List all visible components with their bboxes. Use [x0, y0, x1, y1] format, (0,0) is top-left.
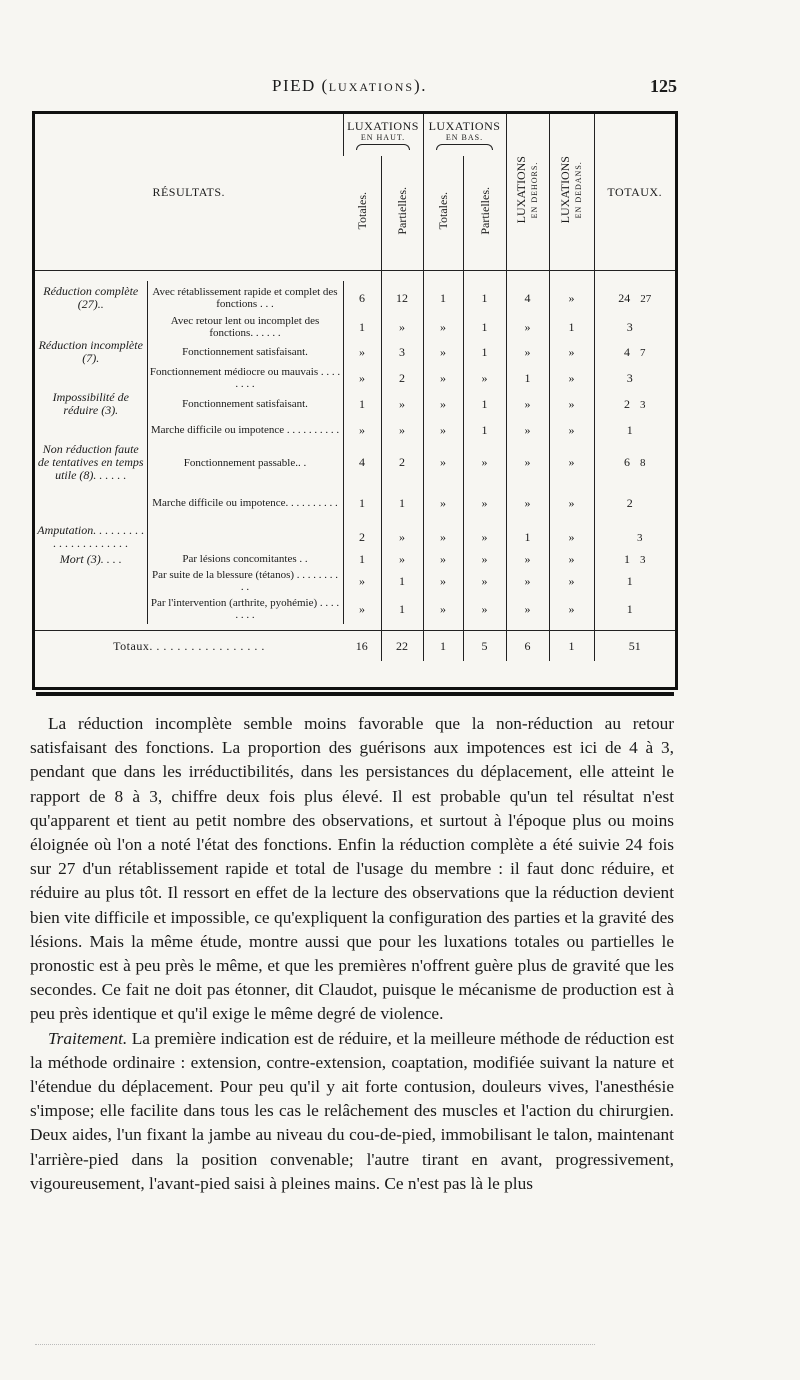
cell-value: »: [423, 482, 463, 524]
cell-value: »: [506, 339, 549, 365]
header-resultats: RÉSULTATS.: [152, 184, 226, 199]
row-description: Par suite de la blessure (tétanos) . . . . . . . . . .: [147, 568, 343, 594]
cell-value: 1: [463, 315, 506, 339]
total-value: 1: [423, 631, 463, 662]
row-description: Marche difficile ou impotence . . . . . . . . . .: [147, 417, 343, 443]
cell-value: 1: [463, 281, 506, 315]
header-luxations-dedans: LUXATIONS EN DEDANS.: [549, 114, 594, 271]
subtotal: 24: [618, 290, 631, 305]
row-total: [594, 315, 675, 339]
title-end: ).: [414, 76, 427, 95]
row-category: [35, 594, 147, 624]
paragraph-traitement: [30, 1027, 674, 1196]
table-row: [35, 524, 675, 550]
subtotal: 6: [624, 455, 630, 469]
row-total: [594, 594, 675, 624]
subtotal: 3: [626, 319, 633, 334]
cell-value: »: [343, 417, 381, 443]
results-table: [35, 114, 675, 661]
cell-value: »: [463, 550, 506, 568]
running-title: [272, 76, 427, 96]
row-total: [594, 281, 675, 315]
cell-value: »: [343, 594, 381, 624]
cell-value: »: [423, 339, 463, 365]
cell-value: »: [549, 550, 594, 568]
cell-value: 1: [506, 365, 549, 391]
table-row: [35, 365, 675, 391]
cell-value: 2: [343, 524, 381, 550]
group-total: 8: [640, 457, 646, 469]
row-category: Impossibilité de réduire (3).: [52, 390, 129, 417]
group-total: 3: [640, 553, 646, 566]
cell-value: »: [506, 315, 549, 339]
cell-value: »: [423, 524, 463, 550]
cell-value: »: [506, 443, 549, 482]
cell-value: »: [549, 443, 594, 482]
header-luxations-dehors: LUXATIONS EN DEHORS.: [506, 114, 549, 271]
header-bas-totales: Totales.: [423, 156, 463, 271]
group-total: 7: [640, 346, 646, 359]
row-category: [35, 568, 147, 594]
cell-value: »: [423, 391, 463, 417]
subtotal: 1: [626, 601, 633, 616]
cell-value: »: [549, 391, 594, 417]
cell-value: »: [549, 482, 594, 524]
table-row: [35, 550, 675, 568]
header-bas-partielles: Partielles.: [463, 156, 506, 271]
scan-footer-line: [35, 1344, 595, 1346]
title-small-caps: LUXATIONS: [328, 80, 415, 94]
cell-value: 1: [549, 315, 594, 339]
row-category: [35, 315, 147, 339]
grand-total: 51: [594, 631, 675, 662]
table-row: [35, 568, 675, 594]
cell-value: »: [423, 417, 463, 443]
table-row: [35, 417, 675, 443]
cell-value: »: [506, 417, 549, 443]
row-category: [35, 482, 147, 524]
page-number: 125: [650, 76, 677, 96]
title-main: PIED (: [272, 76, 329, 95]
row-category: [35, 417, 147, 443]
cell-value: »: [381, 315, 423, 339]
cell-value: »: [549, 281, 594, 315]
row-description: Par l'intervention (arthrite, pyohémie) . . . . . . . .: [147, 594, 343, 624]
cell-value: »: [343, 568, 381, 594]
row-total: [594, 568, 675, 594]
row-total: [594, 417, 675, 443]
cell-value: »: [423, 315, 463, 339]
table-row: [35, 391, 675, 417]
row-category: [35, 365, 147, 391]
row-description: Fonctionnement satisfaisant.: [147, 391, 343, 417]
table-row: [35, 443, 675, 482]
group-total: 27: [640, 292, 652, 305]
subtotal: 2: [624, 396, 630, 411]
cell-value: »: [549, 339, 594, 365]
cell-value: »: [506, 482, 549, 524]
cell-value: »: [381, 417, 423, 443]
header-totaux: TOTAUX.: [594, 114, 675, 271]
row-description: Par lésions concomitantes . .: [147, 550, 343, 568]
row-description: Fonctionnement médiocre ou mauvais . . . . . . . .: [147, 365, 343, 391]
cell-value: »: [549, 365, 594, 391]
body-text: [30, 712, 674, 1196]
cell-value: 1: [506, 524, 549, 550]
cell-value: 1: [343, 550, 381, 568]
row-total: [594, 482, 675, 524]
row-description: Marche difficile ou impotence. . . . . . . . . .: [147, 482, 343, 524]
cell-value: »: [463, 594, 506, 624]
cell-value: 2: [381, 365, 423, 391]
group-total: 3: [640, 398, 646, 411]
table-row: [35, 594, 675, 624]
cell-value: »: [549, 524, 594, 550]
cell-value: »: [343, 339, 381, 365]
header-luxations-bas: LUXATIONS EN BAS.: [423, 114, 506, 156]
row-total: [594, 365, 675, 391]
cell-value: »: [423, 550, 463, 568]
cell-value: »: [506, 391, 549, 417]
cell-value: »: [506, 568, 549, 594]
table-row: [35, 482, 675, 524]
cell-value: 12: [381, 281, 423, 315]
row-total: [594, 524, 675, 550]
cell-value: 1: [463, 339, 506, 365]
cell-value: 1: [463, 417, 506, 443]
row-category: Non réduction faute de tentatives en temps utile (8). . . . . .: [37, 442, 144, 482]
group-total: 3: [637, 531, 643, 544]
table-row: [35, 339, 675, 365]
row-category: Réduction complète (27)..: [43, 284, 139, 311]
row-total: [594, 391, 675, 417]
row-description: Avec rétablissement rapide et complet des fonctions . . .: [147, 281, 343, 315]
cell-value: »: [506, 550, 549, 568]
cell-value: »: [549, 594, 594, 624]
results-table-frame: [32, 111, 678, 690]
cell-value: »: [423, 365, 463, 391]
cell-value: 2: [381, 443, 423, 482]
row-total: [594, 550, 675, 568]
cell-value: 1: [381, 568, 423, 594]
row-category: Réduction incomplète (7).: [38, 338, 143, 365]
row-description: Avec retour lent ou incomplet des fonctions. . . . . .: [147, 315, 343, 339]
table-row: [35, 315, 675, 339]
total-value: 5: [463, 631, 506, 662]
cell-value: 4: [506, 281, 549, 315]
cell-value: »: [343, 365, 381, 391]
cell-value: »: [463, 443, 506, 482]
row-total: [594, 443, 675, 482]
row-description: Fonctionnement satisfaisant.: [147, 339, 343, 365]
cell-value: »: [463, 524, 506, 550]
row-description: Fonctionnement passable.. .: [147, 443, 343, 482]
total-value: 6: [506, 631, 549, 662]
cell-value: »: [549, 417, 594, 443]
cell-value: »: [463, 365, 506, 391]
cell-value: 1: [381, 594, 423, 624]
subtotal: 1: [626, 573, 633, 588]
subtotal: 4: [624, 344, 630, 359]
total-value: 16: [343, 631, 381, 662]
paragraph-reduction: La réduction incomplète semble moins favorable que la non-réduction au retour satisfaisant des fonctions. La proportion des guérisons aux impotences est ici de 4 à 3, pendant que dans les irréductibilités, dans les persistances du déplacement, elle atteint le rapport de 8 à 3, chiffre deux fois plus élevé. Il est probable qu'un tel résultat n'est qu'apparent et tient au petit nombre des observations, et surtout à l'époque plus ou moins éloignée où l'on a noté l'état des fonctions. Enfin la réduction complète a été suivie 24 fois sur 27 d'un rétablissement rapide et total de l'usage du membre : il faut donc réduire, et réduire au plus tôt. Il ressort en effet de la lecture des observations que la réduction devient bien vite difficile et impossible, ce qu'expliquent la configuration des parties et la gravité des lésions. Mais la même étude, montre aussi que pour les luxations totales ou partielles le pronostic est à peu près le même, et que les premières n'offrent guère plus de gravité que les secondes. Ce fait ne doit pas étonner, dit Claudot, puisque le mécanisme de production est à peu près identique et qu'il exige le même degré de violence.: [30, 714, 674, 1024]
cell-value: »: [506, 594, 549, 624]
cell-value: 3: [381, 339, 423, 365]
cell-value: 1: [381, 482, 423, 524]
cell-value: »: [463, 482, 506, 524]
cell-value: 1: [343, 315, 381, 339]
header-haut-partielles: Partielles.: [381, 156, 423, 271]
subtotal: 2: [626, 495, 633, 510]
row-description: [147, 524, 343, 550]
cell-value: »: [381, 524, 423, 550]
cell-value: 1: [343, 482, 381, 524]
totals-label: Totaux. . . . . . . . . . . . . . . . .: [35, 631, 343, 662]
totals-row: [35, 631, 675, 662]
cell-value: »: [423, 594, 463, 624]
subtotal: 1: [624, 551, 630, 566]
row-category: Amputation. . . . . . . . . . . . . . . . . . . . . .: [37, 523, 145, 550]
cell-value: 4: [343, 443, 381, 482]
total-value: 22: [381, 631, 423, 662]
cell-value: »: [381, 550, 423, 568]
traitement-lead: Traitement.: [48, 1028, 128, 1048]
running-header: [0, 76, 800, 100]
cell-value: 1: [423, 281, 463, 315]
header-haut-totales: Totales.: [354, 192, 369, 230]
cell-value: 1: [343, 391, 381, 417]
total-value: 1: [549, 631, 594, 662]
cell-value: 6: [343, 281, 381, 315]
subtotal: 1: [626, 422, 633, 437]
cell-value: »: [423, 443, 463, 482]
traitement-text: La première indication est de réduire, et la meilleure méthode de réduction est la méthode ordinaire : extension, contre-extension, coaptation, modifiée suivant la nature et l'étendue du déplacement. Pour peu qu'il y ait forte contusion, douleurs vives, l'anesthésie s'impose; elle facilite dans tous les cas le relâchement des muscles et l'action du chirurgien. Deux aides, l'un fixant la jambe au niveau du cou-de-pied, immobilisant le talon, maintenant l'arrière-pied dans la position convenable; l'autre tirant en avant, progressivement, vigoureusement, l'avant-pied saisi à pleines mains. Ce n'est pas là le plus: [30, 1028, 674, 1193]
cell-value: 1: [463, 391, 506, 417]
table-row: [35, 281, 675, 315]
cell-value: »: [381, 391, 423, 417]
cell-value: »: [549, 568, 594, 594]
header-luxations-haut: LUXATIONS EN HAUT.: [343, 114, 423, 156]
subtotal: 3: [626, 370, 633, 385]
cell-value: »: [423, 568, 463, 594]
cell-value: »: [463, 568, 506, 594]
row-total: [594, 339, 675, 365]
row-category: Mort (3). . . .: [59, 551, 122, 566]
